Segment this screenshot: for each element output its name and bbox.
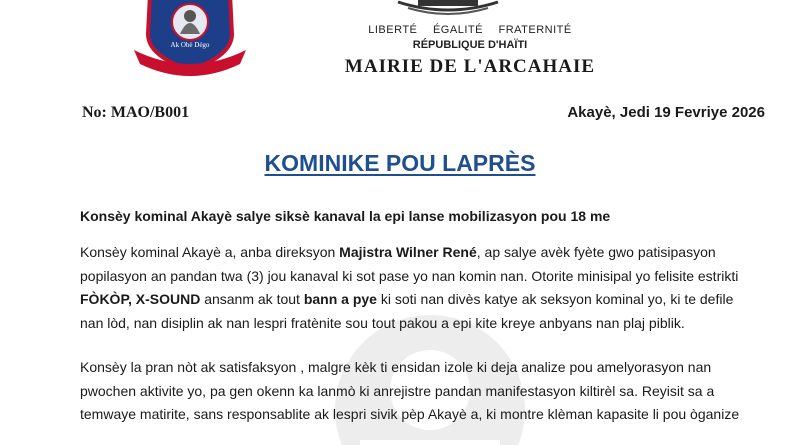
groups-names: FÒKÒP, X-SOUND: [80, 291, 201, 307]
document-title: KOMINIKE POU LAPRÈS: [264, 150, 536, 176]
text-span: Konsèy kominal Akayè a, anba direksyon: [80, 244, 340, 260]
mairie-logo-icon: [128, 0, 252, 80]
document-date: Akayè, Jedi 19 Fevriye 2026: [567, 104, 765, 121]
bann-a-pye: bann a pye: [303, 291, 377, 307]
paragraph-2-line-3: temwaye matirite, sans responsablite ak lespri sivik pèp Akayè a, ki montre klèman kapasite li pou òganize: [80, 406, 740, 422]
paragraph-2-line-1: Konsèy la pran nòt ak satisfaksyon , malgre kèk ti ensidan izole ki deja analize pou amelyorasyon nan: [80, 359, 712, 375]
paragraph-1-line-1: [80, 241, 800, 265]
paragraph-1-line-3: [80, 288, 800, 312]
republic-name: RÉPUBLIQUE D'HAÏTI: [412, 39, 528, 51]
text-span: , ap salye avèk fyète gwo patisipasyon: [476, 244, 716, 260]
motto-liberte: LIBERTÉ: [368, 24, 418, 36]
document-subtitle: Konsèy kominal Akayè salye siksè kanaval la epi lanse mobilizasyon pou 18 me: [80, 208, 611, 224]
haiti-coat-of-arms-icon: [388, 0, 508, 16]
text-span: ansanm ak tout: [200, 291, 304, 307]
motto-fraternite: FRATERNITÉ: [498, 24, 572, 36]
paragraph-1-line-4: nan lòd, nan disiplin ak nan lespri fratènite sou tout pakou a epi kite kreye anbyans nan plaj piblik.: [80, 314, 685, 331]
paragraph-1: [80, 241, 800, 335]
paragraph-1-line-2: popilasyon an pandan twa (3) jou kanaval ki sot pase yo nan komin nan. Otorite minisipal yo felisite estrikti: [80, 267, 739, 284]
logo-ribbon-text: Ak Obè Dégo: [170, 41, 210, 49]
national-motto: [330, 24, 610, 36]
motto-egalite: ÉGALITÉ: [432, 24, 483, 36]
document-reference: No: MAO/B001: [82, 104, 190, 121]
paragraph-2: [80, 356, 800, 427]
mairie-name: MAIRIE DE L'ARCAHAIE: [344, 56, 596, 77]
text-span: ki soti nan divès katye ak seksyon kominal yo, ki te defile: [376, 291, 734, 307]
paragraph-2-line-2: pwochen aktivite yo, pa gen okenn ka lanmò ki anrejistre pandan manifestasyon kiltirèl sa. Reyisit sa a: [80, 382, 715, 399]
mayor-name: Majistra Wilner René: [339, 244, 477, 260]
